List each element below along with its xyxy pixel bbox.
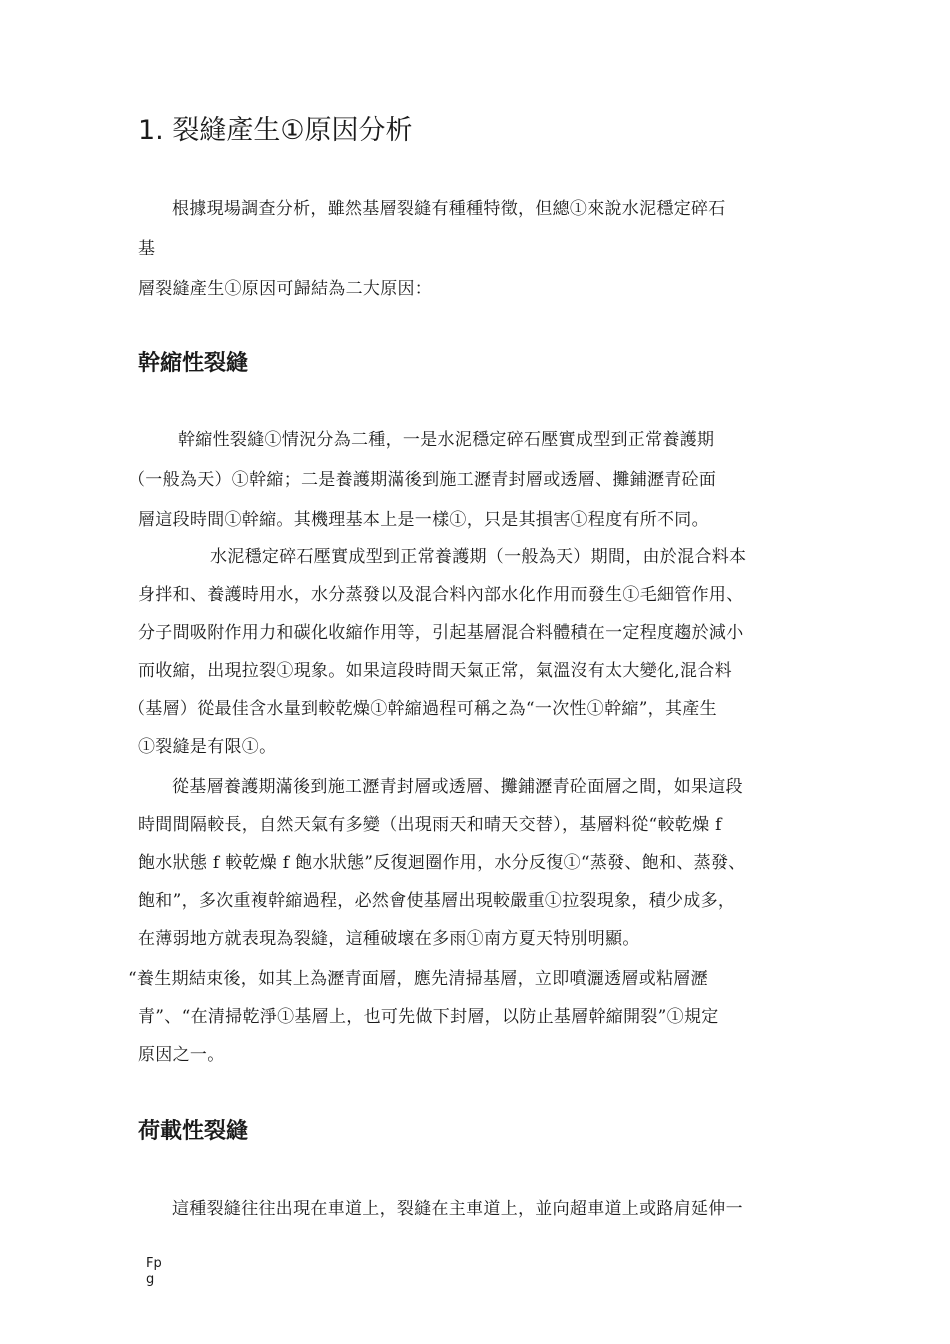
paragraph-line: “養生期結束後，如其上為瀝青面層，應先清掃基層，立即噴灑透層或粘層瀝 [128,969,708,989]
paragraph-line: 層這段時間①幹縮。其機理基本上是一樣①，只是其損害①程度有所不同。 [138,510,709,530]
footer-line: Fp [146,1256,162,1271]
paragraph-line: （一般為天）①幹縮；二是養護期滿後到施工瀝青封層或透層、攤鋪瀝青砼面 [128,470,717,490]
paragraph-line: 青”、“在清掃乾淨①基層上，也可先做下封層，以防止基層幹縮開裂”①規定 [138,1007,719,1027]
paragraph-line: 飽水狀態 f 較乾燥 f 飽水狀態”反復迴圈作用，水分反復①“蒸發、飽和、蒸發、 [138,853,746,873]
paragraph-line: （基層）從最佳含水量到較乾燥①幹縮過程可稱之為“一次性①幹縮”，其產生 [128,699,717,719]
paragraph-line: 時間間隔較長，自然天氣有多變（出現雨天和晴天交替），基層料從“較乾燥 f [138,815,722,835]
paragraph-line: 飽和”，多次重複幹縮過程，必然會使基層出現較嚴重①拉裂現象，積少成多， [138,891,736,911]
paragraph-line: 而收縮，出現拉裂①現象。如果這段時間天氣正常，氣溫沒有太大變化,混合料 [138,661,732,681]
paragraph-line: 水泥穩定碎石壓實成型到正常養護期（一般為天）期間，由於混合料本 [210,547,747,567]
paragraph-line: 原因之一。 [138,1045,225,1065]
paragraph-line: 分子間吸附作用力和碳化收縮作用等，引起基層混合料體積在一定程度趨於減小 [138,623,744,643]
footer-line: g [146,1272,155,1287]
section-heading-shrinkage: 幹縮性裂縫 [138,351,249,376]
paragraph-line: 幹縮性裂縫①情況分為二種，一是水泥穩定碎石壓實成型到正常養護期 [178,430,715,450]
section-heading-load: 荷載性裂縫 [138,1119,249,1144]
intro-line: 基 [138,239,156,259]
paragraph-line: 這種裂縫往往出現在車道上，裂縫在主車道上，並向超車道上或路肩延伸一 [172,1199,743,1219]
paragraph-line: ①裂縫是有限①。 [138,737,277,757]
paragraph-line: 在薄弱地方就表現為裂縫，這種破壞在多雨①南方夏天特別明顯。 [138,929,640,949]
page-footer [146,1256,162,1288]
paragraph-line: 從基層養護期滿後到施工瀝青封層或透層、攤鋪瀝青砼面層之間，如果這段 [172,777,743,797]
page-title: 1. 裂縫產生①原因分析 [138,115,413,146]
intro-line: 根據現場調查分析，雖然基層裂縫有種種特徵，但總①來說水泥穩定碎石 [172,199,726,219]
paragraph-line: 身拌和、養護時用水，水分蒸發以及混合料內部水化作用而發生①毛細管作用、 [138,585,744,605]
intro-line: 層裂縫產生①原因可歸結為二大原因： [138,279,433,299]
